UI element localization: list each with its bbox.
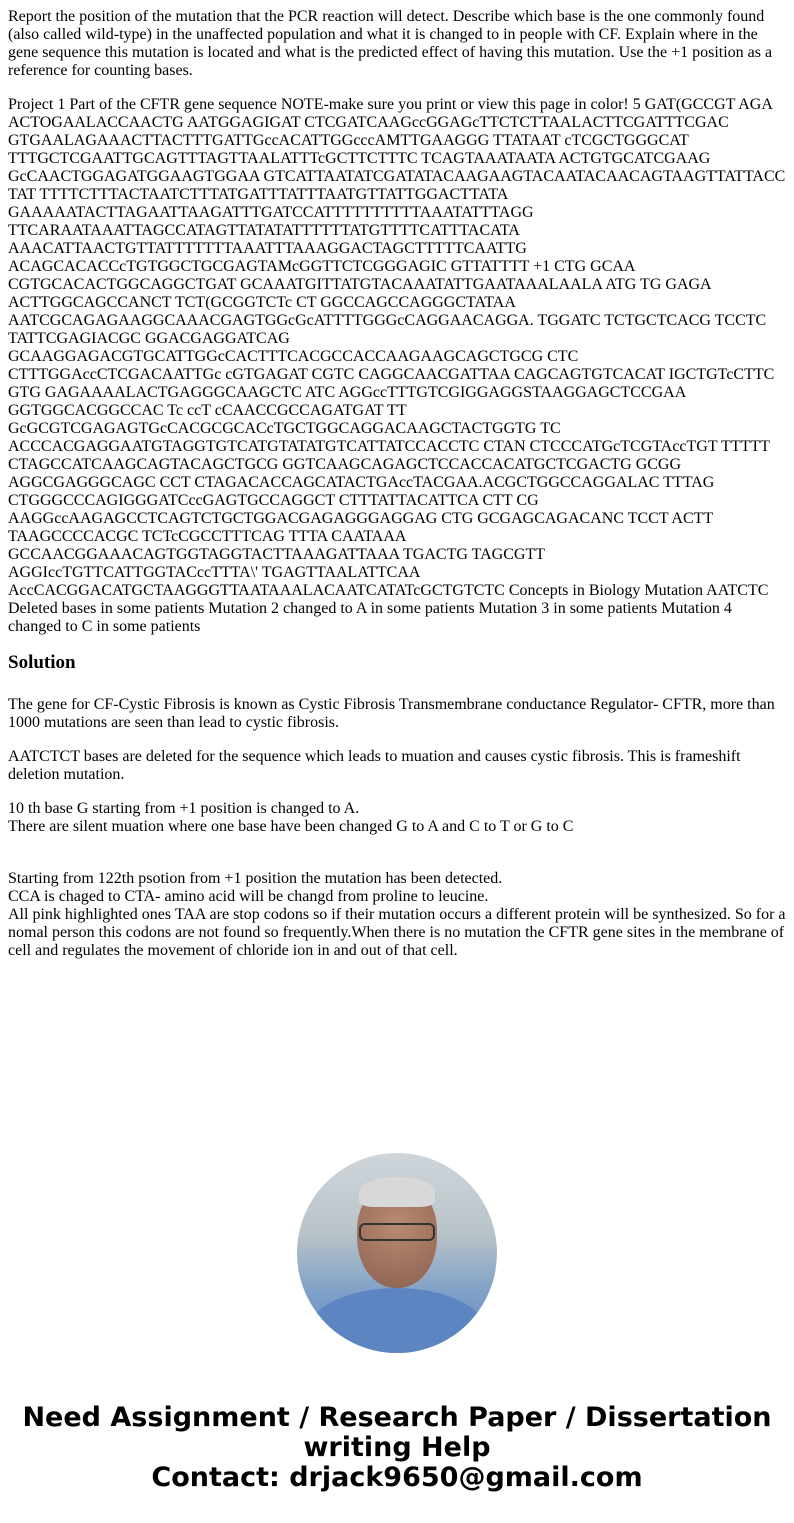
- solution-paragraph-4: [8, 870, 786, 960]
- tutor-avatar-photo: [297, 1153, 497, 1353]
- footer-help-text: Need Assignment / Research Paper / Dissertation writing Help: [22, 1402, 772, 1463]
- solution-heading: Solution: [8, 652, 76, 673]
- question-intro: Report the position of the mutation that the PCR reaction will detect. Describe which base is the one commonly found (also called wild-type) in the unaffected population and what it is changed to in people with CF. Explain where in the gene sequence this mutation is located and what is the predicted effect of having this mutation. Use the +1 position as a reference for counting bases.: [8, 8, 773, 79]
- solution-line: All pink highlighted ones TAA are stop codons so if their mutation occurs a different protein will be synthesized. So for a nomal person this codons are not found so frequently.When there is no mutation the CFTR gene sites in the membrane of cell and regulates the movement of chloride ion in and out of that cell.: [8, 906, 786, 959]
- solution-paragraph-3: [8, 800, 786, 836]
- glasses: [359, 1223, 435, 1241]
- footer-banner: [0, 1403, 794, 1493]
- shirt: [307, 1288, 487, 1353]
- solution-line: There are silent muation where one base have been changed G to A and C to T or G to C: [8, 818, 574, 835]
- solution-line: Starting from 122th psotion from +1 position the mutation has been detected.: [8, 870, 503, 887]
- gene-sequence: Project 1 Part of the CFTR gene sequence NOTE-make sure you print or view this page in color! 5 GAT(GCCGT AGA ACTOGAALACCAACTG AATGGAGIGAT CTCGATCAAGccGGAGcTTCTCTTAALACTTCGATTTCGAC GTGAALAGAAACTTACTTTGATTGccACATTGGcccAMTTGAAGGG TTATAAT cTCGCTGGGCAT TTTGCTCGAATTGCAGTTTAGTTAALATTTcGCTTCTTTC TCAGTAAATAATA ACTGTGCATCGAAG GcCAACTGGAGATGGAAGTGGAA GTCATTAATATCGATATACAAGAAGTACAATACAACAGTAAGTTATTACC TAT TTTTCTTTACTAATCTTTATGATTTATTTAATGTTATTGGACTTATA GAAAAATACTTAGAATTAAGATTTGATCCATTTTTTTTTTAAATATTTAGG TTCARAATAAATTAGCCATAGTTATATATTTTTTATGTTTTCATTTACATA AAACATTAACTGTTATTTTTTTAAATTTAAAGGACTAGCTTTTTCAATTG ACAGCACACCcTGTGGCTGCGAGTAMcGGTTCTCGGGAGIC GTTATTTT +1 CTG GCAA CGTGCACACTGGCAGGCTGAT GCAAATGITTATGTACAAATATTGAATAAALAALA ATG TG GAGA ACTTGGCAGCCANCT TCT(GCGGTCTc CT GGCCAGCCAGGGCTATAA AATCGCAGAGAAGGCAAACGAGTGGcGcATTTTGGGcCAGGAACAGGA. TGGATC TCTGCTCACG TCCTC TATTCGAGIACGC GGACGAGGATCAG GCAAGGAGACGTGCATTGGcCACTTTCACGCCACCAAGAAGCAGCTGCG CTC CTTTGGAccCTCGACAATTGc cGTGAGAT CGTC CAGGCAACGATTAA CAGCAGTGTCACAT IGCTGTcCTTC GTG GAGAAAALACTGAGGGCAAGCTC ATC AGGccTTTGTCGIGGAGGSTAAGGAGCTCCGAA GGTGGCACGGCCAC Tc ccT cCAACCGCCAGATGAT TT GcGCGTCGAGAGTGcCACGCGCACcTGCTGGCAGGACAAGCTACTGGTG TC ACCCACGAGGAATGTAGGTGTCATGTATATGTCATTATCCACCTC CTAN CTCCCATGcTCGTAccTGT TTTTT CTAGCCATCAAGCAGTACAGCTGCG GGTCAAGCAGAGCTCCACCACATGCTCGACTG GCGG AGGCGAGGGCAGC CCT CTAGACACCAGCATACTGAccTACGAA.ACGCTGGCCAGGALAC TTTAG CTGGGCCCAGIGGGATCccGAGTGCCAGGCT CTTTATTACATTCA CTT CG AAGGccAAGAGCCTCAGTCTGCTGGACGAGAGGGAGGAG CTG GCGAGCAGACANC TCCT ACTT TAAGCCCCACGC TCTcCGCCTTTCAG TTTA CAATAAA GCCAACGGAAACAGTGGTAGGTACTTAAAGATTAAA TGACTG TAGCGTT AGGIccTGTTCATTGGTACccTTTA\' TGAGTTAALATTCAA AccCACGGACATGCTAAGGGTTAATAAALACAATCATATcGCTGTCTC Concepts in Biology Mutation AATCTC Deleted bases in some patients Mutation 2 changed to A in some patients Mutation 3 in some patients Mutation 4 changed to C in some patients: [8, 96, 786, 635]
- solution-line: CCA is chaged to CTA- amino acid will be changd from proline to leucine.: [8, 888, 489, 905]
- solution-paragraph-2: AATCTCT bases are deleted for the sequence which leads to muation and causes cystic fibrosis. This is frameshift deletion mutation.: [8, 748, 741, 783]
- solution-line: 10 th base G starting from +1 position is changed to A.: [8, 800, 360, 817]
- solution-paragraph-1: The gene for CF-Cystic Fibrosis is known as Cystic Fibrosis Transmembrane conductance Regulator- CFTR, more than 1000 mutations are seen than lead to cystic fibrosis.: [8, 696, 775, 731]
- footer-contact: Contact: drjack9650@gmail.com: [151, 1462, 643, 1493]
- hair: [359, 1177, 435, 1207]
